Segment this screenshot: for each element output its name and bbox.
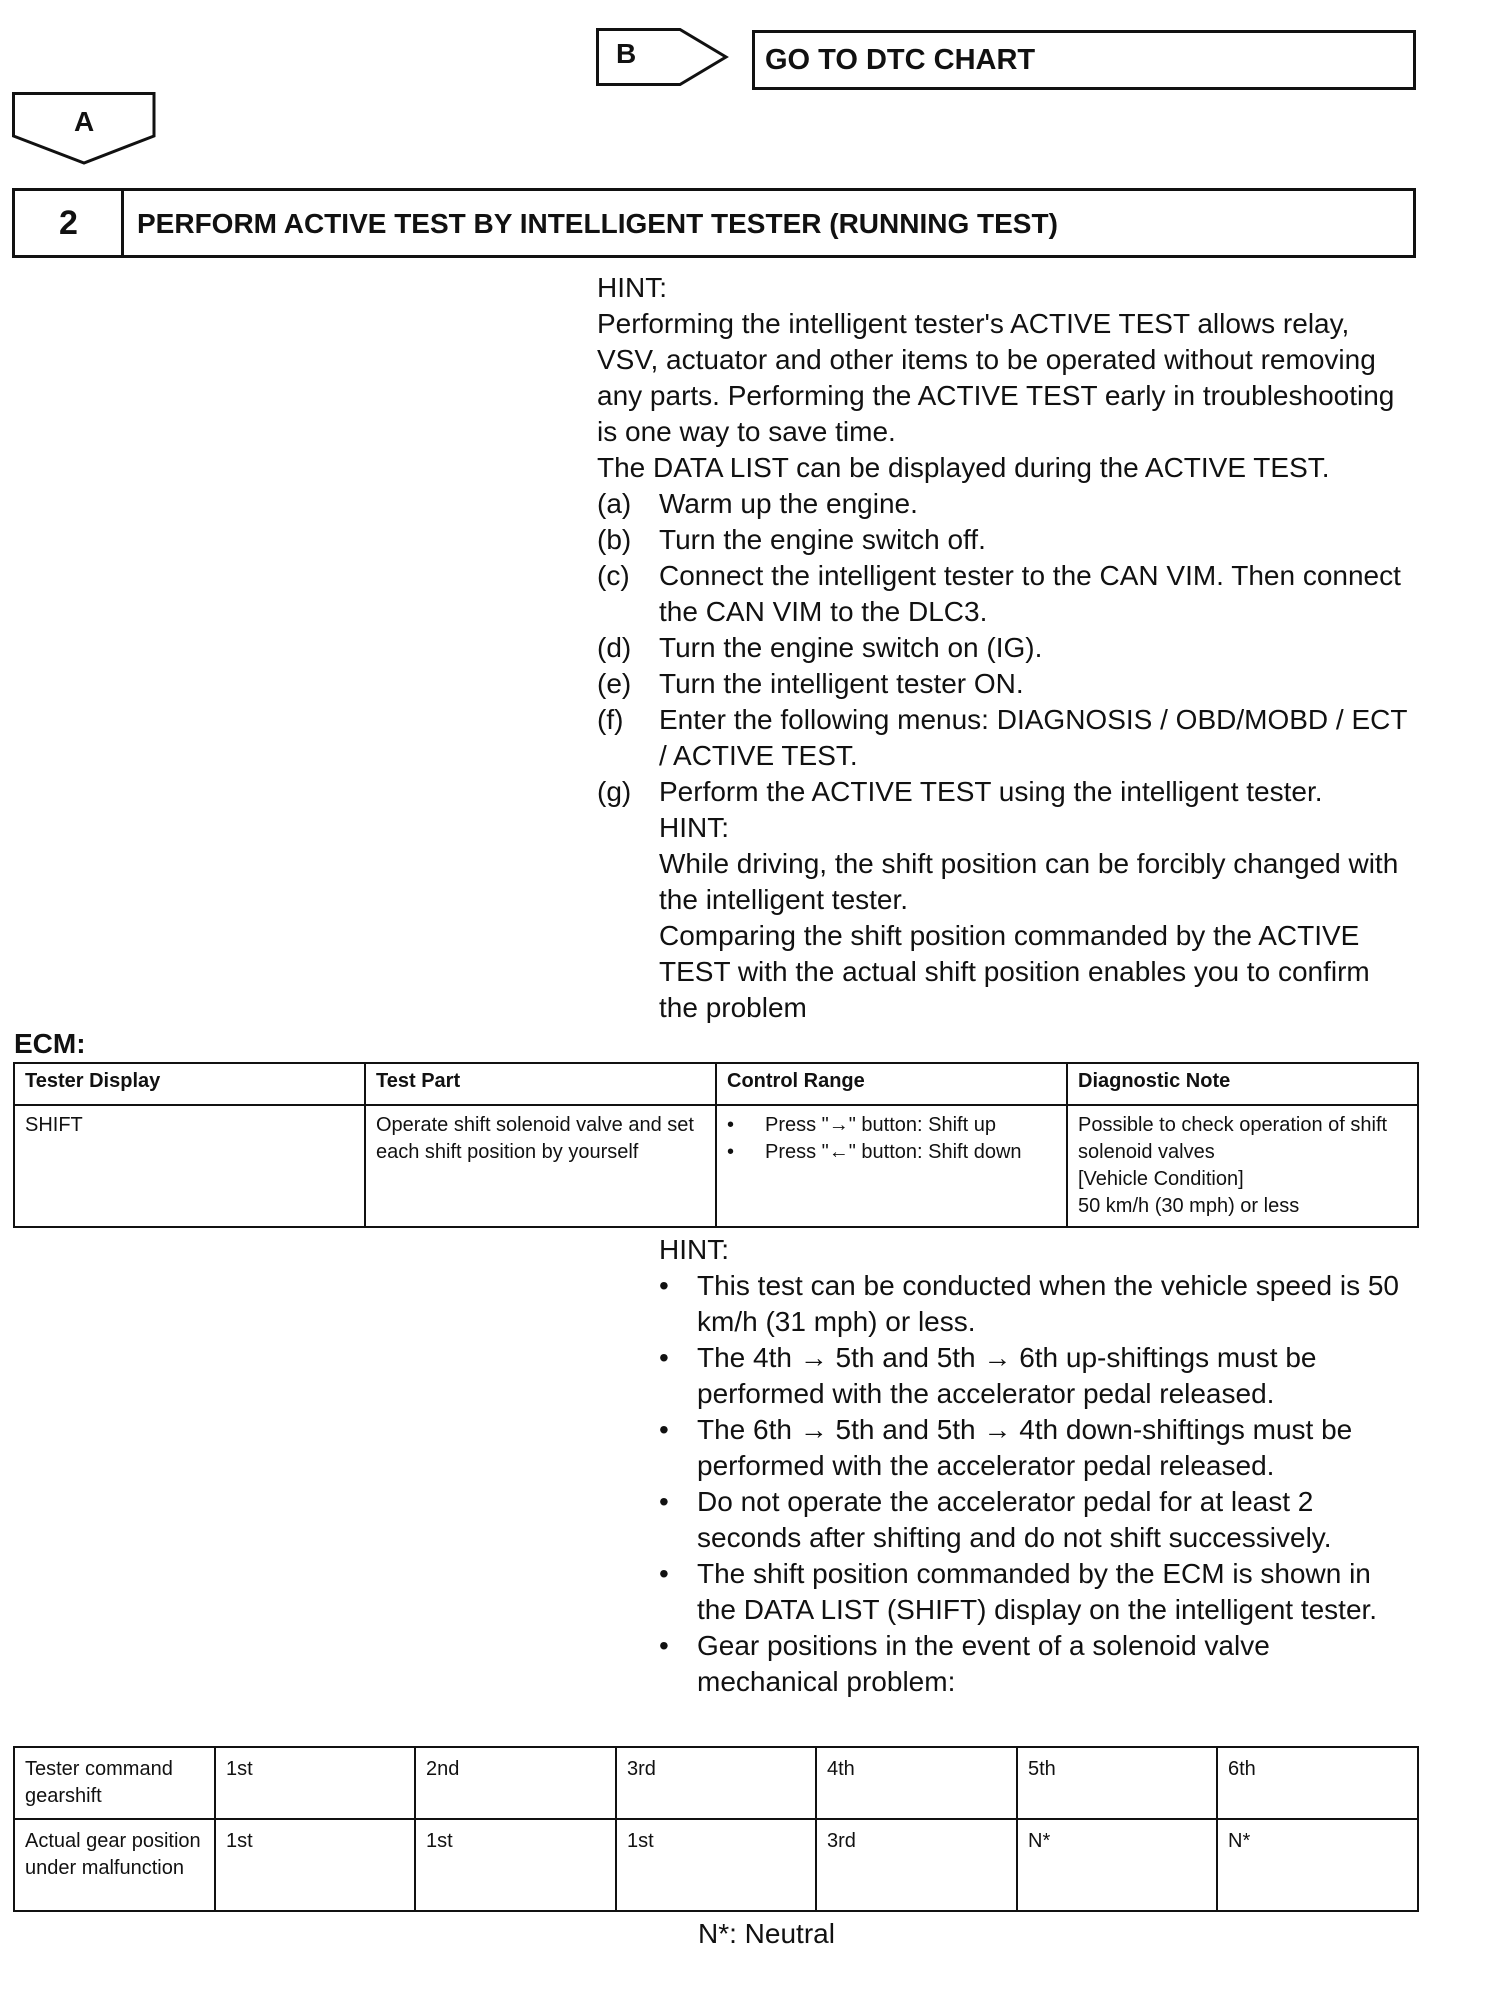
step-text: Connect the intelligent tester to the CAN VIM. Then connect the CAN VIM to the DLC3.	[659, 560, 1401, 627]
table-cell: 1st	[415, 1819, 616, 1911]
hint-bullet-item	[659, 1484, 1411, 1556]
hint-bullet-item	[659, 1340, 1411, 1412]
note-line: 50 km/h (30 mph) or less	[1078, 1195, 1300, 1217]
column-header: Tester Display	[14, 1063, 365, 1105]
gear-position-table	[13, 1746, 1419, 1912]
step-text: Turn the intelligent tester ON.	[659, 668, 1024, 699]
column-header: Control Range	[716, 1063, 1067, 1105]
bullet: •	[659, 1270, 669, 1301]
hint-bullet-item	[659, 1268, 1411, 1340]
branch-a-arrow	[12, 92, 160, 166]
hint2-section	[659, 1232, 1411, 1700]
branch-a-label: A	[74, 106, 95, 137]
step-letter: (e)	[597, 668, 632, 699]
step-number: 2	[59, 204, 78, 242]
bullet-text: Do not operate the accelerator pedal for at least 2 seconds after shifting and do not shift successively.	[697, 1486, 1332, 1553]
bullet: •	[659, 1558, 669, 1589]
table-cell: 1st	[215, 1819, 415, 1911]
row-label-cell: Tester command gearshift	[14, 1747, 215, 1819]
intro-section	[597, 270, 1409, 1026]
row-label-cell: Actual gear position under malfunction	[14, 1819, 215, 1911]
branch-b-label: B	[616, 38, 637, 69]
step-header	[12, 188, 1416, 258]
bullet: •	[727, 1114, 735, 1136]
table-cell: N*	[1217, 1819, 1418, 1911]
procedure-step	[597, 702, 1409, 774]
control-range-cell	[716, 1105, 1067, 1227]
table-cell: 3rd	[816, 1819, 1017, 1911]
control-item: Press "→" button: Shift up	[765, 1114, 996, 1136]
hint-paragraph: The DATA LIST can be displayed during the ACTIVE TEST.	[597, 452, 1330, 483]
step-text: Turn the engine switch on (IG).	[659, 632, 1043, 663]
table-cell: 5th	[1017, 1747, 1217, 1819]
step-letter: (b)	[597, 524, 632, 555]
hint-bullet-item	[659, 1556, 1411, 1628]
test-part-cell: Operate shift solenoid valve and set each shift position by yourself	[365, 1105, 716, 1227]
bullet: •	[659, 1486, 669, 1517]
bullet: •	[659, 1630, 669, 1661]
step-text: Warm up the engine.	[659, 488, 918, 519]
step-title: PERFORM ACTIVE TEST BY INTELLIGENT TESTER (RUNNING TEST)	[137, 208, 1058, 239]
tester-display-cell: SHIFT	[14, 1105, 365, 1227]
bullet-text: Gear positions in the event of a solenoid valve mechanical problem:	[697, 1630, 1270, 1697]
step-letter: (f)	[597, 704, 624, 735]
table-row	[14, 1747, 1418, 1819]
bullet: •	[727, 1141, 735, 1163]
table-cell: 3rd	[616, 1747, 816, 1819]
step-letter: (a)	[597, 488, 632, 519]
bullet: •	[659, 1414, 669, 1445]
bullet-text: The 4th → 5th and 5th → 6th up-shiftings must be performed with the accelerator pedal released.	[697, 1342, 1317, 1409]
hint-bullet-item	[659, 1412, 1411, 1484]
step-letter: (g)	[597, 776, 632, 807]
step-text: Turn the engine switch off.	[659, 524, 986, 555]
go-to-dtc-chart-label: GO TO DTC CHART	[765, 44, 1036, 76]
table-cell: 2nd	[415, 1747, 616, 1819]
go-to-dtc-chart-box[interactable]	[752, 30, 1416, 90]
ecm-active-test-table	[13, 1062, 1419, 1228]
hint-label: HINT:	[659, 1234, 729, 1265]
diagnostic-note-cell	[1067, 1105, 1418, 1227]
step-text: Enter the following menus: DIAGNOSIS / OBD/MOBD / ECT / ACTIVE TEST.	[659, 704, 1407, 771]
procedure-step	[597, 558, 1409, 630]
hint-paragraph: Performing the intelligent tester's ACTIVE TEST allows relay, VSV, actuator and other items to be operated without removing any parts. Performing the ACTIVE TEST early in troubleshooting is one way to save time.	[597, 308, 1395, 447]
bullet-text: This test can be conducted when the vehicle speed is 50 km/h (31 mph) or less.	[697, 1270, 1399, 1337]
hint-bullet-item	[659, 1628, 1411, 1700]
procedure-step	[597, 522, 1409, 558]
table-row	[14, 1105, 1418, 1227]
footnote: N*: Neutral	[698, 1918, 835, 1949]
table-cell: 6th	[1217, 1747, 1418, 1819]
control-item: Press "←" button: Shift down	[765, 1141, 1022, 1163]
column-header: Diagnostic Note	[1067, 1063, 1418, 1105]
table-row	[14, 1819, 1418, 1911]
bullet: •	[659, 1342, 669, 1373]
step-g-hint-label: HINT:	[659, 812, 729, 843]
procedure-step	[597, 666, 1409, 702]
procedure-step	[597, 774, 1409, 1026]
step-letter: (c)	[597, 560, 630, 591]
note-line: Possible to check operation of shift solenoid valves	[1078, 1114, 1388, 1163]
hint-label: HINT:	[597, 272, 667, 303]
step-g-hint-paragraph: Comparing the shift position commanded by the ACTIVE TEST with the actual shift position enables you to confirm the problem	[659, 920, 1370, 1023]
table-cell: 4th	[816, 1747, 1017, 1819]
table-cell: 1st	[215, 1747, 415, 1819]
step-letter: (d)	[597, 632, 632, 663]
procedure-step	[597, 486, 1409, 522]
bullet-text: The shift position commanded by the ECM is shown in the DATA LIST (SHIFT) display on the intelligent tester.	[697, 1558, 1378, 1625]
table-cell: 1st	[616, 1819, 816, 1911]
table-cell: N*	[1017, 1819, 1217, 1911]
step-g-text: Perform the ACTIVE TEST using the intelligent tester.	[659, 776, 1323, 807]
table-header-row	[14, 1063, 1418, 1105]
branch-b-arrow	[596, 28, 746, 86]
procedure-step	[597, 630, 1409, 666]
bullet-text: The 6th → 5th and 5th → 4th down-shiftings must be performed with the accelerator pedal released.	[697, 1414, 1353, 1481]
ecm-label: ECM:	[14, 1028, 86, 1059]
step-g-hint-paragraph: While driving, the shift position can be forcibly changed with the intelligent tester.	[659, 848, 1399, 915]
step-text	[659, 774, 1409, 1026]
note-line: [Vehicle Condition]	[1078, 1168, 1244, 1190]
column-header: Test Part	[365, 1063, 716, 1105]
